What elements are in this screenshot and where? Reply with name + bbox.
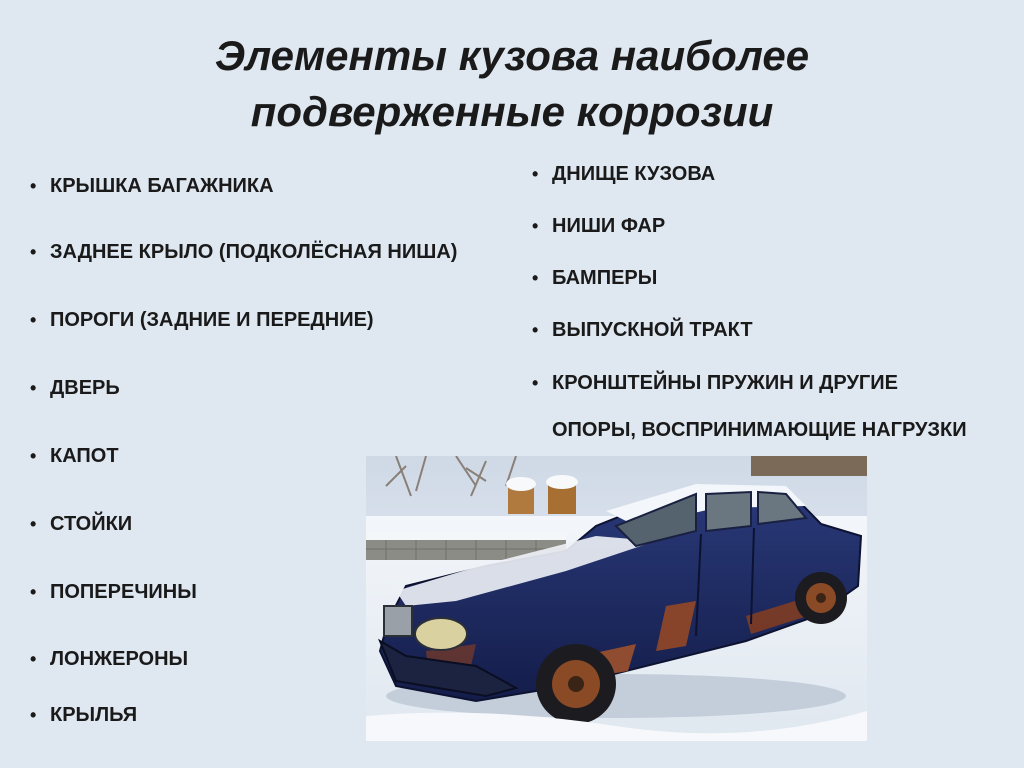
- list-item-right-5-continuation: ОПОРЫ, ВОСПРИНИМАЮЩИЕ НАГРУЗКИ: [552, 419, 967, 441]
- list-item-label: ПОРОГИ (ЗАДНИЕ И ПЕРЕДНИЕ): [50, 309, 374, 331]
- bullet-icon: •: [532, 320, 539, 340]
- list-item-label: ВЫПУСКНОЙ ТРАКТ: [552, 319, 753, 341]
- list-item-right-4: [532, 318, 753, 342]
- list-item-left-2: [30, 240, 457, 264]
- bullet-icon: •: [532, 164, 539, 184]
- list-item-label: ЛОНЖЕРОНЫ: [50, 648, 189, 670]
- list-item-label: КРЫШКА БАГАЖНИКА: [50, 175, 274, 197]
- slide-title: [0, 28, 1024, 140]
- list-item-right-2: [532, 214, 665, 238]
- slide-title-line-1: Элементы кузова наиболее: [214, 32, 810, 79]
- list-item-left-1: [30, 174, 274, 198]
- bullet-icon: •: [30, 446, 37, 466]
- list-item-right-3: [532, 266, 657, 290]
- list-item-left-9: [30, 703, 137, 727]
- bullet-icon: •: [30, 242, 37, 262]
- list-item-label: НИШИ ФАР: [552, 215, 666, 237]
- list-item-label: СТОЙКИ: [50, 513, 133, 535]
- bullet-icon: •: [30, 514, 37, 534]
- list-item-left-8: [30, 647, 188, 671]
- list-item-left-5: [30, 444, 119, 468]
- bullet-icon: •: [532, 373, 539, 393]
- list-item-label: ЗАДНЕЕ КРЫЛО (ПОДКОЛЁСНАЯ НИША): [50, 241, 458, 263]
- list-item-left-6: [30, 512, 132, 536]
- list-item-label: ПОПЕРЕЧИНЫ: [50, 581, 197, 603]
- rusty-car-illustration: [366, 456, 867, 741]
- bullet-icon: •: [532, 268, 539, 288]
- bullet-icon: •: [30, 176, 37, 196]
- list-item-left-4: [30, 376, 120, 400]
- bullet-icon: •: [30, 649, 37, 669]
- bullet-icon: •: [30, 378, 37, 398]
- list-item-right-1: [532, 162, 715, 186]
- list-item-right-5: [532, 371, 898, 395]
- list-item-label: КАПОТ: [50, 445, 119, 467]
- slide-title-line-2: подверженные коррозии: [250, 88, 774, 135]
- list-item-label: БАМПЕРЫ: [552, 267, 658, 289]
- list-item-label: ДВЕРЬ: [50, 377, 120, 399]
- bullet-icon: •: [30, 310, 37, 330]
- car-photo: [366, 456, 867, 741]
- list-item-label: КРЫЛЬЯ: [50, 704, 138, 726]
- bullet-icon: •: [30, 582, 37, 602]
- list-item-left-3: [30, 308, 374, 332]
- list-item-left-7: [30, 580, 197, 604]
- bullet-icon: •: [30, 705, 37, 725]
- list-item-label: ДНИЩЕ КУЗОВА: [552, 163, 716, 185]
- list-item-label: КРОНШТЕЙНЫ ПРУЖИН И ДРУГИЕ: [552, 372, 898, 394]
- bullet-icon: •: [532, 216, 539, 236]
